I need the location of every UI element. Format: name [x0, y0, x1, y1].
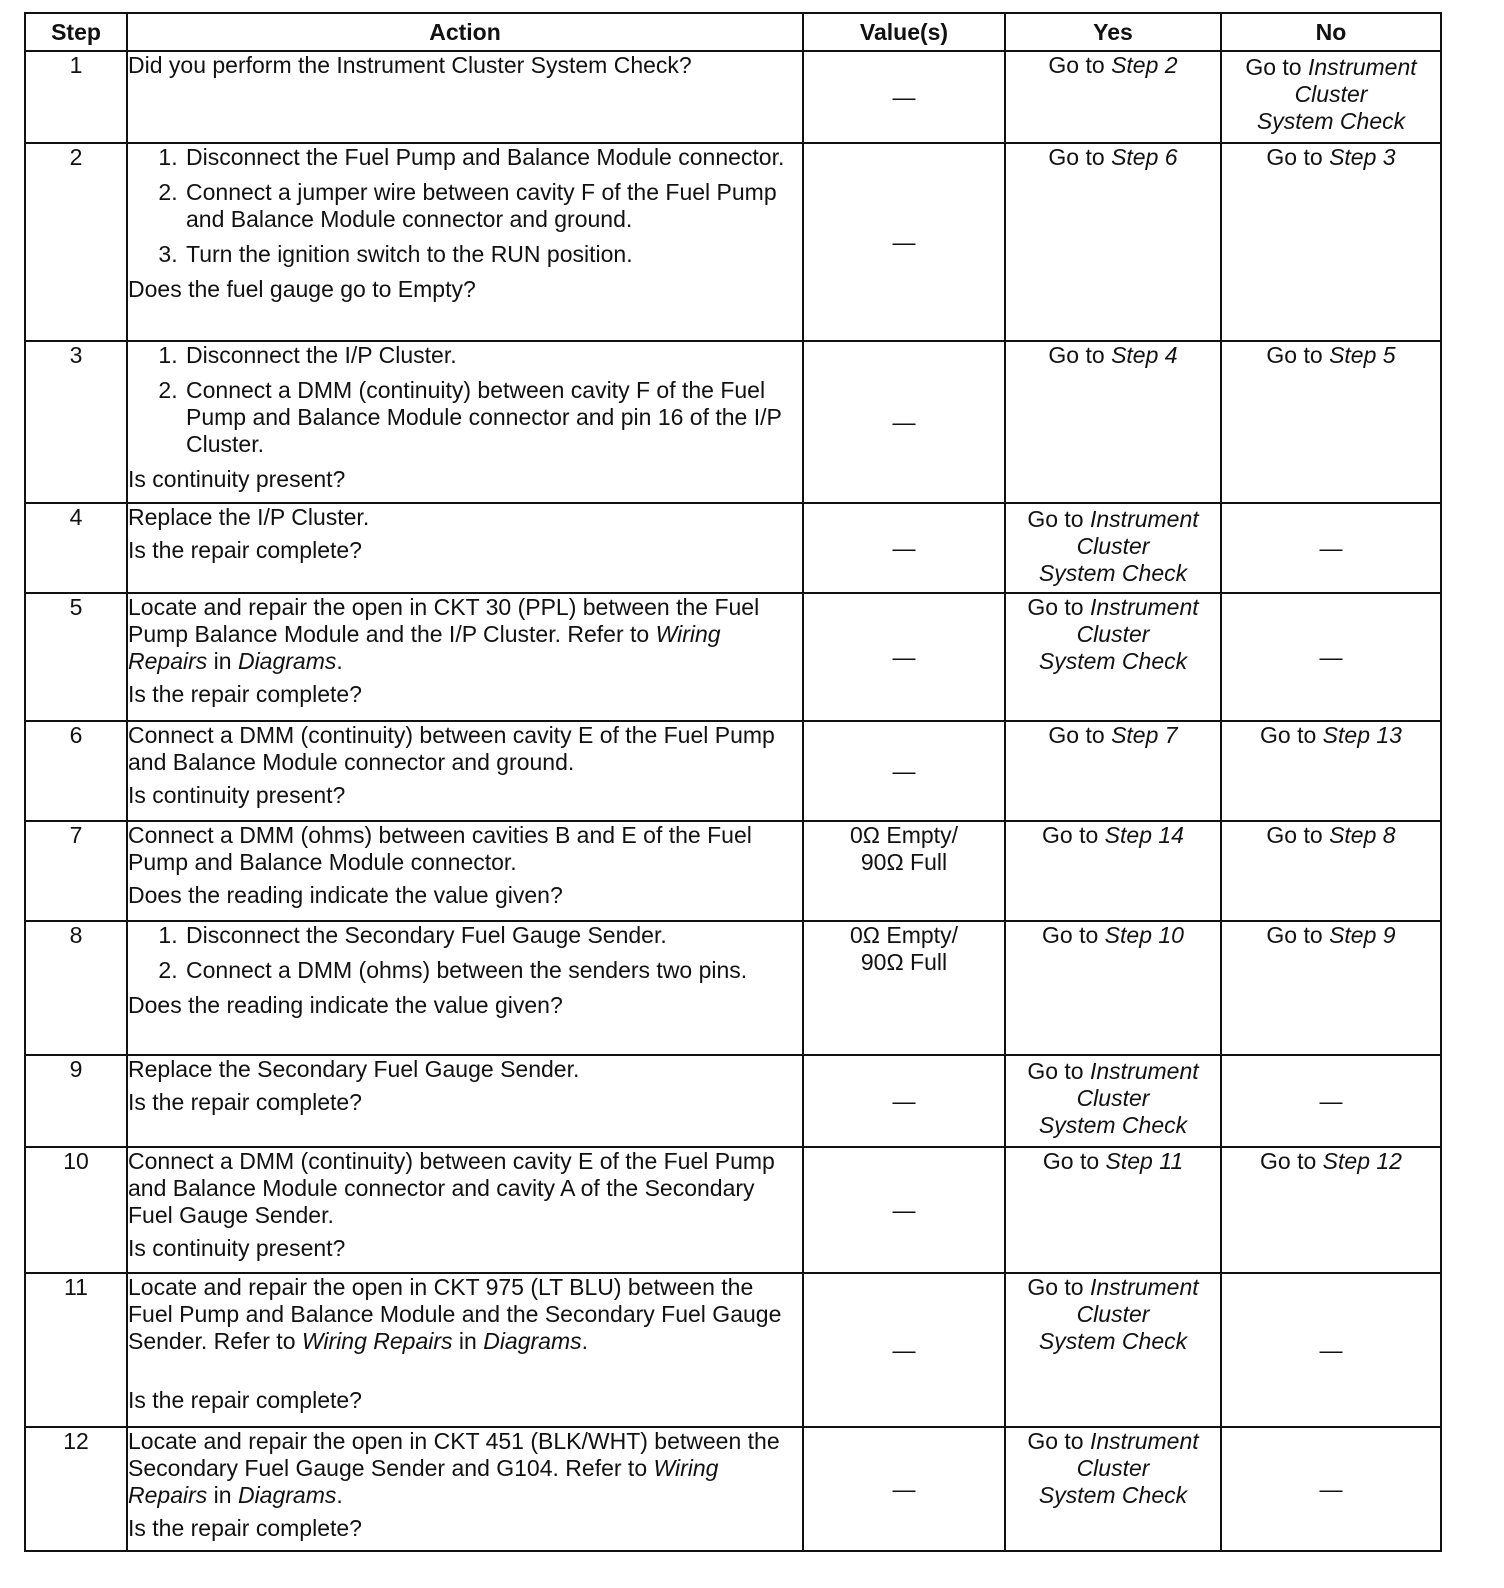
wiring-repairs-ref: Wiring Repairs — [128, 621, 721, 674]
no-cell — [1221, 921, 1441, 1055]
yes-ref-line1: Instrument — [1090, 1428, 1199, 1454]
table-row — [25, 593, 1441, 721]
action-cell — [127, 1055, 803, 1147]
yes-ref-line3: System Check — [1038, 648, 1188, 674]
action-list — [128, 144, 802, 268]
yes-ref: Step 11 — [1105, 1148, 1184, 1174]
value-cell — [803, 821, 1005, 921]
table-row — [25, 1427, 1441, 1551]
action-cell — [127, 143, 803, 341]
action-text: Replace the Secondary Fuel Gauge Sender. — [128, 1056, 580, 1082]
yes-prefix: Go to — [1042, 822, 1105, 848]
action-list — [128, 922, 802, 984]
yes-cell — [1005, 721, 1221, 821]
no-prefix: Go to — [1266, 342, 1330, 368]
step-number: 1 — [25, 51, 127, 143]
no-ref: Step 9 — [1329, 922, 1396, 948]
list-item: 1. Disconnect the Secondary Fuel Gauge Sender. — [184, 922, 802, 949]
yes-prefix: Go to — [1042, 1148, 1106, 1174]
yes-cell — [1005, 1147, 1221, 1273]
wiring-repairs-ref: Wiring Repairs — [128, 1455, 719, 1508]
diagrams-ref: Diagrams — [237, 1482, 337, 1508]
action-cell — [127, 1273, 803, 1427]
yes-cell — [1005, 503, 1221, 593]
action-question: Is continuity present? — [128, 466, 346, 492]
yes-prefix: Go to — [1027, 1058, 1090, 1084]
value-line1: 0Ω Empty/ — [850, 922, 958, 948]
header-step: Step — [25, 13, 127, 51]
yes-ref-line3: System Check — [1038, 1482, 1188, 1508]
yes-prefix: Go to — [1027, 1428, 1090, 1454]
yes-ref: Step 7 — [1111, 722, 1178, 748]
wiring-repairs-ref: Wiring Repairs — [301, 1328, 453, 1354]
yes-ref-line1: Instrument — [1090, 1274, 1199, 1300]
yes-prefix: Go to — [1048, 52, 1112, 78]
no-ref: Step 3 — [1329, 144, 1396, 170]
no-cell: — — [1221, 1427, 1441, 1551]
step-number: 8 — [25, 921, 127, 1055]
ref-joiner: in — [207, 648, 238, 674]
action-text: Connect a DMM (continuity) between cavity E of the Fuel Pump and Balance Module connector and cavity A of the Secondary Fuel Gauge Sender. — [128, 1148, 775, 1228]
ref-end: . — [581, 1328, 589, 1354]
action-text — [128, 594, 802, 675]
list-item: 3. Turn the ignition switch to the RUN position. — [184, 241, 802, 268]
yes-ref: Step 6 — [1111, 144, 1178, 170]
header-values: Value(s) — [803, 13, 1005, 51]
ref-end: . — [336, 1482, 343, 1508]
action-body: Locate and repair the open in CKT 30 (PPL) between the Fuel Pump Balance Module and the I/P Cluster. Refer to — [128, 594, 760, 647]
step-number: 10 — [25, 1147, 127, 1273]
table-row — [25, 721, 1441, 821]
value-cell: — — [803, 1427, 1005, 1551]
no-prefix: Go to — [1266, 822, 1330, 848]
table-row — [25, 1147, 1441, 1273]
action-question: Does the reading indicate the value given? — [128, 882, 563, 908]
no-ref-line3: System Check — [1256, 108, 1406, 134]
no-prefix: Go to — [1260, 722, 1323, 748]
step-number: 4 — [25, 503, 127, 593]
action-cell — [127, 821, 803, 921]
yes-cell — [1005, 821, 1221, 921]
yes-ref-line3: System Check — [1038, 560, 1188, 586]
yes-prefix: Go to — [1048, 722, 1112, 748]
value-cell: — — [803, 1273, 1005, 1427]
table-row — [25, 821, 1441, 921]
step-number: 6 — [25, 721, 127, 821]
no-cell — [1221, 143, 1441, 341]
diagnostic-table-page — [24, 12, 1440, 1552]
action-question: Is the repair complete? — [128, 1387, 362, 1413]
diagrams-ref: Diagrams — [483, 1328, 582, 1354]
no-ref: Step 13 — [1322, 722, 1402, 748]
yes-prefix: Go to — [1027, 594, 1090, 620]
yes-prefix: Go to — [1027, 506, 1090, 532]
action-cell — [127, 1427, 803, 1551]
yes-ref-line1: Instrument — [1090, 594, 1199, 620]
value-cell — [803, 921, 1005, 1055]
no-ref: Step 8 — [1329, 822, 1396, 848]
action-cell — [127, 921, 803, 1055]
yes-prefix: Go to — [1048, 342, 1112, 368]
step-number: 5 — [25, 593, 127, 721]
value-cell: — — [803, 341, 1005, 503]
yes-cell — [1005, 593, 1221, 721]
yes-cell — [1005, 341, 1221, 503]
header-row — [25, 13, 1441, 51]
yes-ref: Step 2 — [1111, 52, 1178, 78]
yes-ref-line2: Cluster — [1076, 533, 1150, 559]
diagnostic-table — [24, 12, 1442, 1552]
action-question: Is the repair complete? — [128, 1089, 362, 1115]
yes-cell — [1005, 1427, 1221, 1551]
yes-ref-line2: Cluster — [1076, 1301, 1150, 1327]
action-question: Is continuity present? — [128, 782, 346, 808]
action-cell — [127, 721, 803, 821]
yes-prefix: Go to — [1048, 144, 1112, 170]
action-body: Locate and repair the open in CKT 975 (LT BLU) between the Fuel Pump and Balance Module and the Secondary Fuel Gauge Sender. Refer to — [128, 1274, 782, 1354]
value-line1: 0Ω Empty/ — [850, 822, 958, 848]
value-cell: — — [803, 143, 1005, 341]
no-prefix: Go to — [1266, 922, 1330, 948]
no-cell — [1221, 341, 1441, 503]
action-question: Does the fuel gauge go to Empty? — [128, 276, 476, 302]
no-cell — [1221, 821, 1441, 921]
value-cell: — — [803, 593, 1005, 721]
action-text — [128, 1274, 802, 1355]
no-cell — [1221, 721, 1441, 821]
header-action: Action — [127, 13, 803, 51]
no-cell — [1221, 51, 1441, 143]
yes-cell — [1005, 1055, 1221, 1147]
action-cell — [127, 1147, 803, 1273]
diagrams-ref: Diagrams — [237, 648, 337, 674]
yes-ref: Step 10 — [1104, 922, 1184, 948]
action-text: Connect a DMM (ohms) between cavities B and E of the Fuel Pump and Balance Module connector. — [128, 822, 752, 875]
value-cell: — — [803, 721, 1005, 821]
yes-ref-line1: Instrument — [1090, 506, 1199, 532]
no-ref: Step 12 — [1322, 1148, 1402, 1174]
yes-prefix: Go to — [1042, 922, 1105, 948]
yes-cell — [1005, 1273, 1221, 1427]
action-cell — [127, 593, 803, 721]
ref-joiner: in — [452, 1328, 484, 1354]
value-cell: — — [803, 1147, 1005, 1273]
value-cell: — — [803, 503, 1005, 593]
action-question: Is the repair complete? — [128, 1515, 362, 1541]
list-item: 1. Disconnect the I/P Cluster. — [184, 342, 802, 369]
yes-ref-line3: System Check — [1038, 1328, 1188, 1354]
action-text: Connect a DMM (continuity) between cavity E of the Fuel Pump and Balance Module connector and ground. — [128, 722, 775, 775]
yes-ref-line2: Cluster — [1076, 621, 1150, 647]
table-row — [25, 341, 1441, 503]
no-cell: — — [1221, 503, 1441, 593]
yes-ref-line3: System Check — [1038, 1112, 1188, 1138]
no-prefix: Go to — [1260, 1148, 1323, 1174]
action-question: Is the repair complete? — [128, 537, 362, 563]
yes-ref-line2: Cluster — [1076, 1455, 1150, 1481]
action-text: Replace the I/P Cluster. — [128, 504, 370, 530]
no-ref: Step 5 — [1329, 342, 1396, 368]
list-item: 2. Connect a DMM (ohms) between the senders two pins. — [184, 957, 802, 984]
action-question: Is the repair complete? — [128, 681, 362, 707]
list-item: 1. Disconnect the Fuel Pump and Balance Module connector. — [184, 144, 802, 171]
no-prefix: Go to — [1266, 144, 1330, 170]
list-item: 2. Connect a DMM (continuity) between cavity F of the Fuel Pump and Balance Module connector and pin 16 of the I/P Cluster. — [184, 377, 802, 458]
yes-cell — [1005, 143, 1221, 341]
yes-cell — [1005, 921, 1221, 1055]
table-row — [25, 143, 1441, 341]
action-text — [128, 1428, 802, 1509]
table-row — [25, 51, 1441, 143]
yes-prefix: Go to — [1027, 1274, 1090, 1300]
action-text: Did you perform the Instrument Cluster System Check? — [128, 52, 692, 78]
step-number: 3 — [25, 341, 127, 503]
table-row — [25, 1055, 1441, 1147]
step-number: 7 — [25, 821, 127, 921]
value-cell: — — [803, 51, 1005, 143]
step-number: 11 — [25, 1273, 127, 1427]
yes-ref-line2: Cluster — [1076, 1085, 1150, 1111]
action-cell — [127, 51, 803, 143]
step-number: 2 — [25, 143, 127, 341]
list-item: 2. Connect a jumper wire between cavity F of the Fuel Pump and Balance Module connector and ground. — [184, 179, 802, 233]
value-cell: — — [803, 1055, 1005, 1147]
ref-joiner: in — [207, 1482, 238, 1508]
yes-ref: Step 4 — [1111, 342, 1178, 368]
header-yes: Yes — [1005, 13, 1221, 51]
action-question: Is continuity present? — [128, 1235, 346, 1261]
ref-end: . — [336, 648, 343, 674]
value-line2: 90Ω Full — [860, 949, 948, 975]
action-body: Locate and repair the open in CKT 451 (BLK/WHT) between the Secondary Fuel Gauge Sender and G104. Refer to — [128, 1428, 780, 1481]
header-no: No — [1221, 13, 1441, 51]
no-ref-line2: Cluster — [1294, 81, 1368, 107]
no-cell: — — [1221, 1055, 1441, 1147]
value-line2: 90Ω Full — [860, 849, 948, 875]
no-ref-line1: Instrument — [1308, 54, 1417, 80]
yes-cell — [1005, 51, 1221, 143]
action-cell — [127, 341, 803, 503]
table-row — [25, 921, 1441, 1055]
action-cell — [127, 503, 803, 593]
no-cell — [1221, 1147, 1441, 1273]
table-row — [25, 1273, 1441, 1427]
step-number: 9 — [25, 1055, 127, 1147]
action-list — [128, 342, 802, 458]
no-cell: — — [1221, 1273, 1441, 1427]
no-cell: — — [1221, 593, 1441, 721]
yes-ref: Step 14 — [1104, 822, 1184, 848]
no-prefix: Go to — [1245, 54, 1308, 80]
yes-ref-line1: Instrument — [1090, 1058, 1199, 1084]
action-question: Does the reading indicate the value given? — [128, 992, 563, 1018]
table-row — [25, 503, 1441, 593]
step-number: 12 — [25, 1427, 127, 1551]
